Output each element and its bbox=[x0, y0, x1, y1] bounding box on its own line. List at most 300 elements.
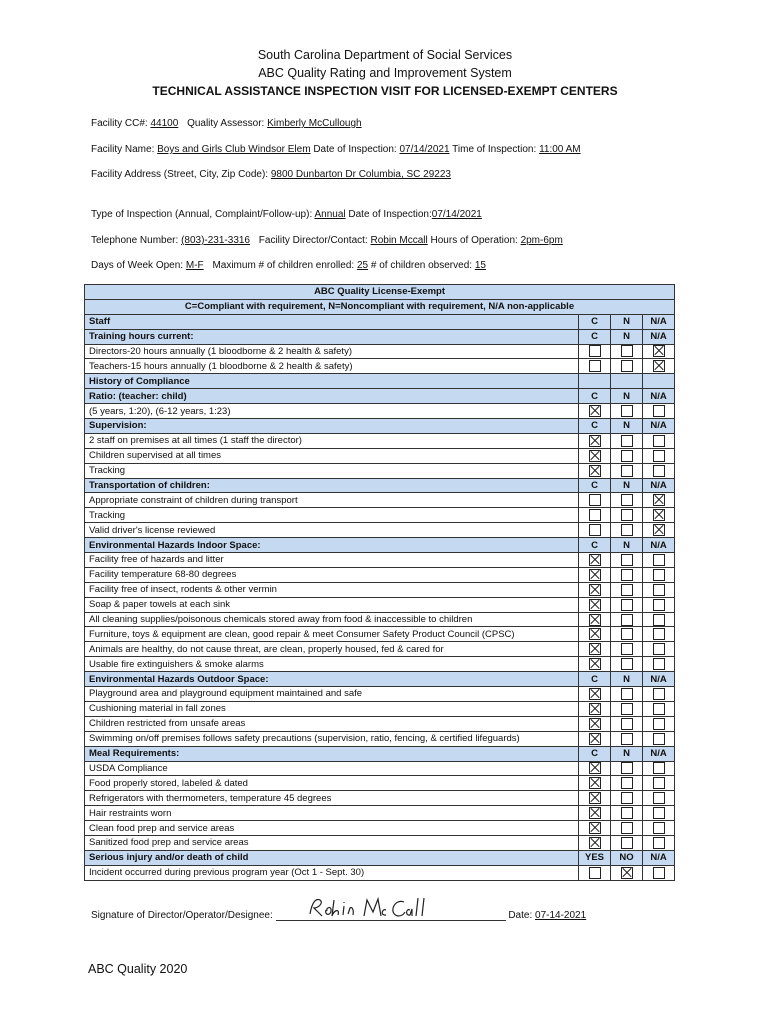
requirement-text: USDA Compliance bbox=[85, 761, 579, 776]
checked-checkbox[interactable] bbox=[589, 614, 601, 626]
requirement-text: (5 years, 1:20), (6-12 years, 1:23) bbox=[85, 404, 579, 419]
checkbox-cell bbox=[643, 731, 675, 746]
checkbox-cell bbox=[579, 463, 611, 478]
days-line bbox=[91, 260, 486, 271]
inspection-date-value: 07/14/2021 bbox=[399, 144, 450, 155]
checked-checkbox[interactable] bbox=[589, 405, 601, 417]
director-label: Facility Director/Contact: bbox=[258, 235, 368, 246]
checked-checkbox[interactable] bbox=[589, 718, 601, 730]
phone-label: Telephone Number: bbox=[91, 235, 179, 246]
empty-checkbox[interactable] bbox=[653, 762, 665, 774]
checkbox-cell bbox=[611, 701, 643, 716]
empty-checkbox[interactable] bbox=[621, 599, 633, 611]
table-row bbox=[85, 433, 675, 448]
max-enrolled-value: 25 bbox=[356, 260, 369, 271]
requirement-text: Animals are healthy, do not cause threat, are clean, properly housed, fed & cared for bbox=[85, 642, 579, 657]
checkbox-cell bbox=[579, 761, 611, 776]
checkbox-cell bbox=[611, 567, 643, 582]
section-header-row bbox=[85, 314, 675, 329]
empty-checkbox[interactable] bbox=[621, 569, 633, 581]
table-row bbox=[85, 463, 675, 478]
checkbox-cell bbox=[611, 463, 643, 478]
empty-checkbox[interactable] bbox=[653, 837, 665, 849]
requirement-text: Teachers-15 hours annually (1 bloodborne & 2 health & safety) bbox=[85, 359, 579, 374]
observed-value: 15 bbox=[474, 260, 486, 271]
requirement-text: Hair restraints worn bbox=[85, 806, 579, 821]
empty-checkbox[interactable] bbox=[653, 465, 665, 477]
column-label: C bbox=[579, 389, 611, 404]
empty-checkbox[interactable] bbox=[589, 524, 601, 536]
checkbox-cell bbox=[579, 821, 611, 836]
checkbox-cell bbox=[579, 508, 611, 523]
empty-checkbox[interactable] bbox=[653, 569, 665, 581]
checkbox-cell bbox=[611, 642, 643, 657]
table-row bbox=[85, 687, 675, 702]
checked-checkbox[interactable] bbox=[653, 345, 665, 357]
table-row bbox=[85, 567, 675, 582]
address-line bbox=[91, 169, 451, 180]
inspection-date2-label: Date of Inspection: bbox=[348, 209, 432, 220]
empty-checkbox[interactable] bbox=[653, 450, 665, 462]
requirement-text: Children restricted from unsafe areas bbox=[85, 716, 579, 731]
section-title: Ratio: (teacher: child) bbox=[85, 389, 579, 404]
table-row bbox=[85, 761, 675, 776]
empty-checkbox[interactable] bbox=[621, 450, 633, 462]
empty-checkbox[interactable] bbox=[653, 599, 665, 611]
checkbox-cell bbox=[643, 776, 675, 791]
empty-checkbox[interactable] bbox=[589, 867, 601, 879]
checkbox-cell bbox=[643, 508, 675, 523]
checkbox-cell bbox=[643, 761, 675, 776]
empty-checkbox[interactable] bbox=[589, 494, 601, 506]
checkbox-cell bbox=[643, 463, 675, 478]
checked-checkbox[interactable] bbox=[589, 807, 601, 819]
section-title: Environmental Hazards Outdoor Space: bbox=[85, 672, 579, 687]
empty-checkbox[interactable] bbox=[621, 554, 633, 566]
empty-checkbox[interactable] bbox=[653, 867, 665, 879]
checkbox-cell bbox=[611, 493, 643, 508]
section-title: Staff bbox=[85, 314, 579, 329]
checkbox-cell bbox=[579, 433, 611, 448]
checkbox-cell bbox=[579, 731, 611, 746]
checkbox-cell bbox=[579, 448, 611, 463]
table-row bbox=[85, 791, 675, 806]
checked-checkbox[interactable] bbox=[589, 569, 601, 581]
section-title: Supervision: bbox=[85, 419, 579, 434]
checkbox-cell bbox=[643, 627, 675, 642]
checkbox-cell bbox=[643, 791, 675, 806]
checkbox-cell bbox=[579, 493, 611, 508]
checked-checkbox[interactable] bbox=[589, 628, 601, 640]
requirement-text: Food properly stored, labeled & dated bbox=[85, 776, 579, 791]
checkbox-cell bbox=[643, 806, 675, 821]
checkbox-cell bbox=[611, 344, 643, 359]
column-label: N bbox=[611, 389, 643, 404]
checkbox-cell bbox=[643, 404, 675, 419]
section-header-row bbox=[85, 389, 675, 404]
section-title: Environmental Hazards Indoor Space: bbox=[85, 538, 579, 553]
assessor-value: Kimberly McCullough bbox=[267, 118, 362, 129]
column-label bbox=[643, 374, 675, 389]
section-header-row bbox=[85, 419, 675, 434]
checked-checkbox[interactable] bbox=[589, 777, 601, 789]
requirement-text: All cleaning supplies/poisonous chemicals stored away from food & inaccessible to children bbox=[85, 612, 579, 627]
checked-checkbox[interactable] bbox=[589, 465, 601, 477]
checked-checkbox[interactable] bbox=[589, 792, 601, 804]
empty-checkbox[interactable] bbox=[653, 733, 665, 745]
empty-checkbox[interactable] bbox=[653, 435, 665, 447]
column-label: C bbox=[579, 314, 611, 329]
requirement-text: Tracking bbox=[85, 463, 579, 478]
checked-checkbox[interactable] bbox=[589, 837, 601, 849]
checkbox-cell bbox=[643, 553, 675, 568]
table-row bbox=[85, 359, 675, 374]
column-label: N/A bbox=[643, 746, 675, 761]
column-label: N/A bbox=[643, 538, 675, 553]
checkbox-cell bbox=[611, 359, 643, 374]
signature-date-value: 07-14-2021 bbox=[535, 910, 587, 921]
requirement-text: Playground area and playground equipment maintained and safe bbox=[85, 687, 579, 702]
table-row bbox=[85, 344, 675, 359]
checkbox-cell bbox=[579, 701, 611, 716]
checked-checkbox[interactable] bbox=[589, 733, 601, 745]
column-label: C bbox=[579, 746, 611, 761]
empty-checkbox[interactable] bbox=[653, 614, 665, 626]
days-value: M-F bbox=[185, 260, 204, 271]
checkbox-cell bbox=[579, 359, 611, 374]
agency-name: South Carolina Department of Social Services bbox=[257, 48, 513, 62]
empty-checkbox[interactable] bbox=[621, 465, 633, 477]
document-title: TECHNICAL ASSISTANCE INSPECTION VISIT FOR LICENSED-EXEMPT CENTERS bbox=[152, 84, 618, 98]
checkbox-cell bbox=[579, 627, 611, 642]
empty-checkbox[interactable] bbox=[653, 658, 665, 670]
column-label: C bbox=[579, 329, 611, 344]
inspection-date-label: Date of Inspection: bbox=[313, 144, 397, 155]
requirement-text: Tracking bbox=[85, 508, 579, 523]
requirement-text: Clean food prep and service areas bbox=[85, 821, 579, 836]
hours-value: 2pm-6pm bbox=[520, 235, 563, 246]
checkbox-cell bbox=[611, 404, 643, 419]
checked-checkbox[interactable] bbox=[653, 494, 665, 506]
column-label: C bbox=[579, 419, 611, 434]
section-header-row bbox=[85, 538, 675, 553]
section-header-row bbox=[85, 329, 675, 344]
table-row bbox=[85, 553, 675, 568]
table-row bbox=[85, 642, 675, 657]
checkbox-cell bbox=[579, 344, 611, 359]
requirement-text: Valid driver's license reviewed bbox=[85, 523, 579, 538]
inspection-time-value: 11:00 AM bbox=[539, 144, 581, 155]
checkbox-cell bbox=[643, 433, 675, 448]
empty-checkbox[interactable] bbox=[621, 792, 633, 804]
section-title: Serious injury and/or death of child bbox=[85, 850, 579, 865]
requirement-text: Cushioning material in fall zones bbox=[85, 701, 579, 716]
empty-checkbox[interactable] bbox=[621, 584, 633, 596]
checkbox-cell bbox=[643, 344, 675, 359]
checked-checkbox[interactable] bbox=[589, 688, 601, 700]
column-label: C bbox=[579, 672, 611, 687]
checkbox-cell bbox=[579, 567, 611, 582]
checkbox-cell bbox=[611, 731, 643, 746]
checkbox-cell bbox=[611, 716, 643, 731]
days-label: Days of Week Open: bbox=[91, 260, 184, 271]
requirement-text: Refrigerators with thermometers, temperature 45 degrees bbox=[85, 791, 579, 806]
checked-checkbox[interactable] bbox=[653, 509, 665, 521]
checkbox-cell bbox=[643, 523, 675, 538]
empty-checkbox[interactable] bbox=[621, 345, 633, 357]
inspection-date2-value: 07/14/2021 bbox=[431, 209, 482, 220]
footer-text: ABC Quality 2020 bbox=[88, 962, 188, 976]
requirement-text: Swimming on/off premises follows safety precautions (supervision, ratio, fencing, & certified lifeguards) bbox=[85, 731, 579, 746]
column-label: N bbox=[611, 478, 643, 493]
empty-checkbox[interactable] bbox=[621, 658, 633, 670]
empty-checkbox[interactable] bbox=[621, 509, 633, 521]
column-label: C bbox=[579, 538, 611, 553]
empty-checkbox[interactable] bbox=[589, 345, 601, 357]
checkbox-cell bbox=[579, 597, 611, 612]
column-label: N bbox=[611, 746, 643, 761]
checkbox-cell bbox=[611, 776, 643, 791]
empty-checkbox[interactable] bbox=[621, 837, 633, 849]
requirement-text: Furniture, toys & equipment are clean, good repair & meet Consumer Safety Product Council (CPSC) bbox=[85, 627, 579, 642]
empty-checkbox[interactable] bbox=[621, 524, 633, 536]
empty-checkbox[interactable] bbox=[653, 718, 665, 730]
empty-checkbox[interactable] bbox=[653, 807, 665, 819]
checkbox-cell bbox=[579, 806, 611, 821]
requirement-text: Facility free of insect, rodents & other vermin bbox=[85, 582, 579, 597]
column-label: N/A bbox=[643, 314, 675, 329]
requirement-text: 2 staff on premises at all times (1 staff the director) bbox=[85, 433, 579, 448]
column-label: C bbox=[579, 478, 611, 493]
checkbox-cell bbox=[579, 612, 611, 627]
checkbox-cell bbox=[643, 448, 675, 463]
requirement-text: Facility free of hazards and litter bbox=[85, 553, 579, 568]
checkbox-cell bbox=[579, 865, 611, 880]
phone-line bbox=[91, 235, 563, 246]
table-row bbox=[85, 508, 675, 523]
inspection-table bbox=[84, 284, 675, 881]
checkbox-cell bbox=[611, 627, 643, 642]
requirement-text: Children supervised at all times bbox=[85, 448, 579, 463]
observed-label: # of children observed: bbox=[370, 260, 473, 271]
checkbox-cell bbox=[643, 865, 675, 880]
table-row bbox=[85, 523, 675, 538]
section-header-row bbox=[85, 672, 675, 687]
table-row bbox=[85, 835, 675, 850]
table-row bbox=[85, 716, 675, 731]
checked-checkbox[interactable] bbox=[653, 360, 665, 372]
requirement-text: Soap & paper towels at each sink bbox=[85, 597, 579, 612]
section-title: Transportation of children: bbox=[85, 478, 579, 493]
checkbox-cell bbox=[579, 776, 611, 791]
empty-checkbox[interactable] bbox=[653, 688, 665, 700]
table-title: ABC Quality License-Exempt bbox=[85, 285, 675, 300]
checkbox-cell bbox=[643, 716, 675, 731]
checkbox-cell bbox=[611, 761, 643, 776]
checkbox-cell bbox=[579, 657, 611, 672]
checkbox-cell bbox=[643, 642, 675, 657]
section-header-row bbox=[85, 478, 675, 493]
checkbox-cell bbox=[611, 508, 643, 523]
director-value: Robin Mccall bbox=[370, 235, 428, 246]
requirement-text: Facility temperature 68-80 degrees bbox=[85, 567, 579, 582]
empty-checkbox[interactable] bbox=[621, 733, 633, 745]
table-row bbox=[85, 821, 675, 836]
section-title: History of Compliance bbox=[85, 374, 579, 389]
empty-checkbox[interactable] bbox=[621, 614, 633, 626]
inspection-type-value: Annual bbox=[314, 209, 346, 220]
column-label: N/A bbox=[643, 389, 675, 404]
table-row bbox=[85, 627, 675, 642]
table-legend: C=Compliant with requirement, N=Noncompliant with requirement, N/A non-applicable bbox=[85, 299, 675, 314]
system-name: ABC Quality Rating and Improvement System bbox=[258, 66, 512, 80]
empty-checkbox[interactable] bbox=[589, 360, 601, 372]
requirement-text: Incident occurred during previous program year (Oct 1 - Sept. 30) bbox=[85, 865, 579, 880]
empty-checkbox[interactable] bbox=[621, 822, 633, 834]
checkbox-cell bbox=[643, 493, 675, 508]
empty-checkbox[interactable] bbox=[589, 509, 601, 521]
checkbox-cell bbox=[611, 433, 643, 448]
empty-checkbox[interactable] bbox=[621, 703, 633, 715]
checked-checkbox[interactable] bbox=[589, 643, 601, 655]
facility-cc-label: Facility CC#: bbox=[91, 118, 148, 129]
empty-checkbox[interactable] bbox=[653, 643, 665, 655]
checkbox-cell bbox=[579, 404, 611, 419]
empty-checkbox[interactable] bbox=[653, 554, 665, 566]
facility-name-value: Boys and Girls Club Windsor Elem bbox=[157, 144, 311, 155]
column-label: N bbox=[611, 314, 643, 329]
table-row bbox=[85, 776, 675, 791]
checkbox-cell bbox=[643, 821, 675, 836]
checked-checkbox[interactable] bbox=[589, 762, 601, 774]
phone-value: (803)-231-3316 bbox=[181, 235, 250, 246]
assessor-label: Quality Assessor: bbox=[187, 118, 265, 129]
column-label: N/A bbox=[643, 672, 675, 687]
requirement-text: Directors-20 hours annually (1 bloodborne & 2 health & safety) bbox=[85, 344, 579, 359]
table-row bbox=[85, 404, 675, 419]
checkbox-cell bbox=[643, 597, 675, 612]
empty-checkbox[interactable] bbox=[621, 762, 633, 774]
checkbox-cell bbox=[643, 835, 675, 850]
empty-checkbox[interactable] bbox=[621, 688, 633, 700]
checked-checkbox[interactable] bbox=[589, 584, 601, 596]
checkbox-cell bbox=[643, 701, 675, 716]
checked-checkbox[interactable] bbox=[653, 524, 665, 536]
checkbox-cell bbox=[611, 597, 643, 612]
empty-checkbox[interactable] bbox=[653, 405, 665, 417]
checkbox-cell bbox=[611, 582, 643, 597]
max-enrolled-label: Maximum # of children enrolled: bbox=[212, 260, 355, 271]
signature-field[interactable] bbox=[276, 908, 506, 921]
checked-checkbox[interactable] bbox=[589, 822, 601, 834]
table-row bbox=[85, 582, 675, 597]
checkbox-cell bbox=[579, 687, 611, 702]
checkbox-cell bbox=[643, 687, 675, 702]
checkbox-cell bbox=[611, 448, 643, 463]
requirement-text: Usable fire extinguishers & smoke alarms bbox=[85, 657, 579, 672]
checked-checkbox[interactable] bbox=[621, 867, 633, 879]
signature-label: Signature of Director/Operator/Designee: bbox=[91, 910, 273, 921]
inspection-type-line bbox=[91, 209, 482, 220]
checkbox-cell bbox=[579, 642, 611, 657]
empty-checkbox[interactable] bbox=[621, 494, 633, 506]
column-label bbox=[611, 374, 643, 389]
empty-checkbox[interactable] bbox=[621, 643, 633, 655]
checkbox-cell bbox=[643, 567, 675, 582]
signature-date-label: Date: bbox=[508, 910, 533, 921]
section-title: Meal Requirements: bbox=[85, 746, 579, 761]
table-row bbox=[85, 806, 675, 821]
empty-checkbox[interactable] bbox=[621, 807, 633, 819]
inspection-type-label: Type of Inspection (Annual, Complaint/Follow-up): bbox=[91, 209, 313, 220]
column-label: N bbox=[611, 419, 643, 434]
section-title: Training hours current: bbox=[85, 329, 579, 344]
column-label: YES bbox=[579, 850, 611, 865]
checkbox-cell bbox=[611, 821, 643, 836]
column-label: N bbox=[611, 538, 643, 553]
checkbox-cell bbox=[579, 716, 611, 731]
checkbox-cell bbox=[611, 687, 643, 702]
section-header-row bbox=[85, 850, 675, 865]
checkbox-cell bbox=[611, 612, 643, 627]
empty-checkbox[interactable] bbox=[621, 718, 633, 730]
empty-checkbox[interactable] bbox=[621, 628, 633, 640]
checked-checkbox[interactable] bbox=[589, 435, 601, 447]
checkbox-cell bbox=[579, 791, 611, 806]
checkbox-cell bbox=[579, 835, 611, 850]
column-label: N/A bbox=[643, 478, 675, 493]
checked-checkbox[interactable] bbox=[589, 658, 601, 670]
checkbox-cell bbox=[611, 865, 643, 880]
section-header-row bbox=[85, 374, 675, 389]
checkbox-cell bbox=[643, 359, 675, 374]
column-label: N/A bbox=[643, 329, 675, 344]
facility-name-line bbox=[91, 144, 581, 155]
table-row bbox=[85, 448, 675, 463]
checkbox-cell bbox=[611, 523, 643, 538]
checked-checkbox[interactable] bbox=[589, 599, 601, 611]
section-header-row bbox=[85, 746, 675, 761]
column-label: N bbox=[611, 329, 643, 344]
empty-checkbox[interactable] bbox=[653, 822, 665, 834]
checked-checkbox[interactable] bbox=[589, 703, 601, 715]
checked-checkbox[interactable] bbox=[589, 554, 601, 566]
checked-checkbox[interactable] bbox=[589, 450, 601, 462]
column-label bbox=[579, 374, 611, 389]
checkbox-cell bbox=[611, 657, 643, 672]
facility-cc-line bbox=[91, 118, 362, 129]
hours-label: Hours of Operation: bbox=[430, 235, 518, 246]
empty-checkbox[interactable] bbox=[621, 435, 633, 447]
address-value: 9800 Dunbarton Dr Columbia, SC 29223 bbox=[270, 169, 451, 180]
empty-checkbox[interactable] bbox=[653, 792, 665, 804]
table-row bbox=[85, 597, 675, 612]
empty-checkbox[interactable] bbox=[621, 360, 633, 372]
column-label: N bbox=[611, 672, 643, 687]
empty-checkbox[interactable] bbox=[653, 628, 665, 640]
table-row bbox=[85, 865, 675, 880]
requirement-text: Sanitized food prep and service areas bbox=[85, 835, 579, 850]
empty-checkbox[interactable] bbox=[653, 777, 665, 789]
address-label: Facility Address (Street, City, Zip Code): bbox=[91, 169, 269, 180]
checkbox-cell bbox=[643, 612, 675, 627]
checkbox-cell bbox=[611, 806, 643, 821]
empty-checkbox[interactable] bbox=[621, 777, 633, 789]
empty-checkbox[interactable] bbox=[653, 584, 665, 596]
empty-checkbox[interactable] bbox=[621, 405, 633, 417]
empty-checkbox[interactable] bbox=[653, 703, 665, 715]
checkbox-cell bbox=[611, 835, 643, 850]
